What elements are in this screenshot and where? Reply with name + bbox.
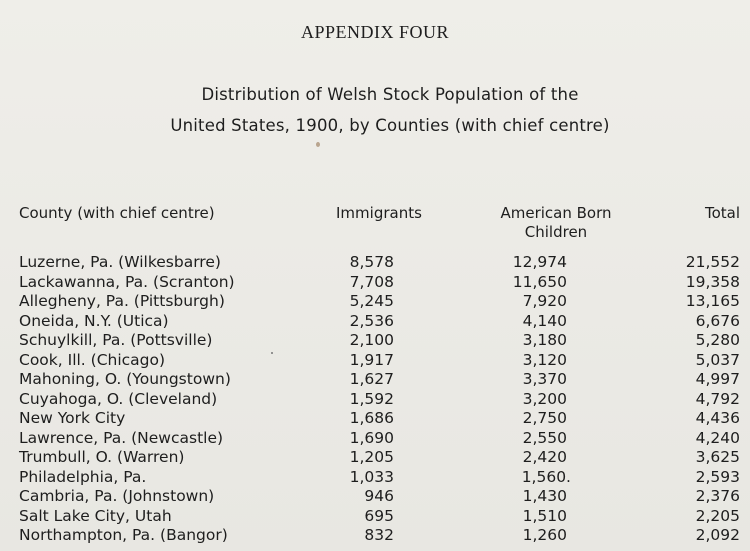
total-cell: 4,436 xyxy=(695,409,740,427)
county-cell: Trumbull, O. (Warren) xyxy=(19,448,185,466)
immigrants-cell: 695 xyxy=(364,506,394,525)
county-cell: Oneida, N.Y. (Utica) xyxy=(19,311,169,330)
american-born-cell: 1,510 xyxy=(522,506,567,525)
table-row xyxy=(0,468,750,488)
total-cell: 5,037 xyxy=(695,350,740,369)
immigrants-cell: 1,205 xyxy=(349,448,394,466)
immigrants-cell: 2,536 xyxy=(349,311,394,330)
total-cell: 2,205 xyxy=(695,506,740,525)
american-born-cell: 2,750 xyxy=(522,409,567,427)
immigrants-cell: 946 xyxy=(364,487,394,505)
american-born-cell: 2,550 xyxy=(522,428,567,447)
county-cell: Salt Lake City, Utah xyxy=(19,506,172,525)
table-row xyxy=(0,351,750,371)
county-cell: Cuyahoga, O. (Cleveland) xyxy=(19,389,218,408)
column-header-american-born xyxy=(470,204,642,242)
total-cell: 4,997 xyxy=(695,370,740,388)
american-born-cell: 1,260 xyxy=(522,526,567,544)
table-row xyxy=(0,331,750,351)
table-caption-line-2: United States, 1900, by Counties (with chief centre) xyxy=(170,116,610,135)
county-cell: New York City xyxy=(19,409,126,427)
immigrants-cell: 1,686 xyxy=(349,409,394,427)
total-cell: 4,240 xyxy=(695,428,740,447)
total-cell: 4,792 xyxy=(695,389,740,408)
total-cell: 13,165 xyxy=(685,292,740,310)
total-cell: 5,280 xyxy=(695,331,740,349)
american-born-cell: 3,120 xyxy=(522,350,567,369)
immigrants-cell: 1,690 xyxy=(349,428,394,447)
immigrants-cell: 1,627 xyxy=(349,370,394,388)
table-row xyxy=(0,292,750,312)
county-cell: Schuylkill, Pa. (Pottsville) xyxy=(19,331,213,349)
american-born-cell: 3,200 xyxy=(522,389,567,408)
column-header-county: County (with chief centre) xyxy=(19,204,215,222)
county-cell: Northampton, Pa. (Bangor) xyxy=(19,526,228,544)
immigrants-cell: 1,033 xyxy=(349,467,394,486)
table-row xyxy=(0,448,750,468)
immigrants-cell: 8,578 xyxy=(349,253,394,271)
american-born-cell: 7,920 xyxy=(522,292,567,310)
county-cell: Mahoning, O. (Youngstown) xyxy=(19,370,231,388)
american-born-cell: 2,420 xyxy=(522,448,567,466)
table-row xyxy=(0,253,750,273)
column-header-american-born-line-2: Children xyxy=(524,223,588,241)
total-cell: 21,552 xyxy=(685,253,740,271)
american-born-cell: 1,560. xyxy=(521,467,571,486)
column-header-american-born-line-1: American Born xyxy=(500,204,612,222)
county-cell: Philadelphia, Pa. xyxy=(19,467,147,486)
total-cell: 19,358 xyxy=(685,272,740,291)
total-cell: 2,092 xyxy=(695,526,740,544)
paper-speck xyxy=(316,142,320,147)
column-header-total: Total xyxy=(704,204,740,222)
immigrants-cell: 832 xyxy=(364,526,394,544)
total-cell: 2,593 xyxy=(695,467,740,486)
table-row xyxy=(0,273,750,293)
page-title: APPENDIX FOUR xyxy=(300,22,450,42)
immigrants-cell: 1,592 xyxy=(349,389,394,408)
table-row xyxy=(0,390,750,410)
county-cell: Cook, Ill. (Chicago) xyxy=(19,350,166,369)
county-cell: Cambria, Pa. (Johnstown) xyxy=(19,487,215,505)
table-row xyxy=(0,526,750,546)
american-born-cell: 3,180 xyxy=(522,331,567,349)
table-row xyxy=(0,487,750,507)
american-born-cell: 1,430 xyxy=(522,487,567,505)
county-cell: Allegheny, Pa. (Pittsburgh) xyxy=(19,292,225,310)
table-row xyxy=(0,409,750,429)
population-table-body xyxy=(0,253,750,546)
american-born-cell: 11,650 xyxy=(512,272,567,291)
county-cell: Lackawanna, Pa. (Scranton) xyxy=(19,272,235,291)
table-row xyxy=(0,370,750,390)
table-row xyxy=(0,507,750,527)
total-cell: 2,376 xyxy=(695,487,740,505)
american-born-cell: 4,140 xyxy=(522,311,567,330)
immigrants-cell: 2,100 xyxy=(349,331,394,349)
immigrants-cell: 7,708 xyxy=(349,272,394,291)
immigrants-cell: 1,917 xyxy=(349,350,394,369)
column-header-immigrants: Immigrants xyxy=(336,204,422,222)
table-row xyxy=(0,429,750,449)
county-cell: Luzerne, Pa. (Wilkesbarre) xyxy=(19,253,221,271)
american-born-cell: 12,974 xyxy=(512,253,567,271)
table-caption-line-1: Distribution of Welsh Stock Population of the xyxy=(201,85,579,104)
county-cell: Lawrence, Pa. (Newcastle) xyxy=(19,428,224,447)
table-row xyxy=(0,312,750,332)
immigrants-cell: 5,245 xyxy=(349,292,394,310)
american-born-cell: 3,370 xyxy=(522,370,567,388)
total-cell: 3,625 xyxy=(695,448,740,466)
total-cell: 6,676 xyxy=(695,311,740,330)
